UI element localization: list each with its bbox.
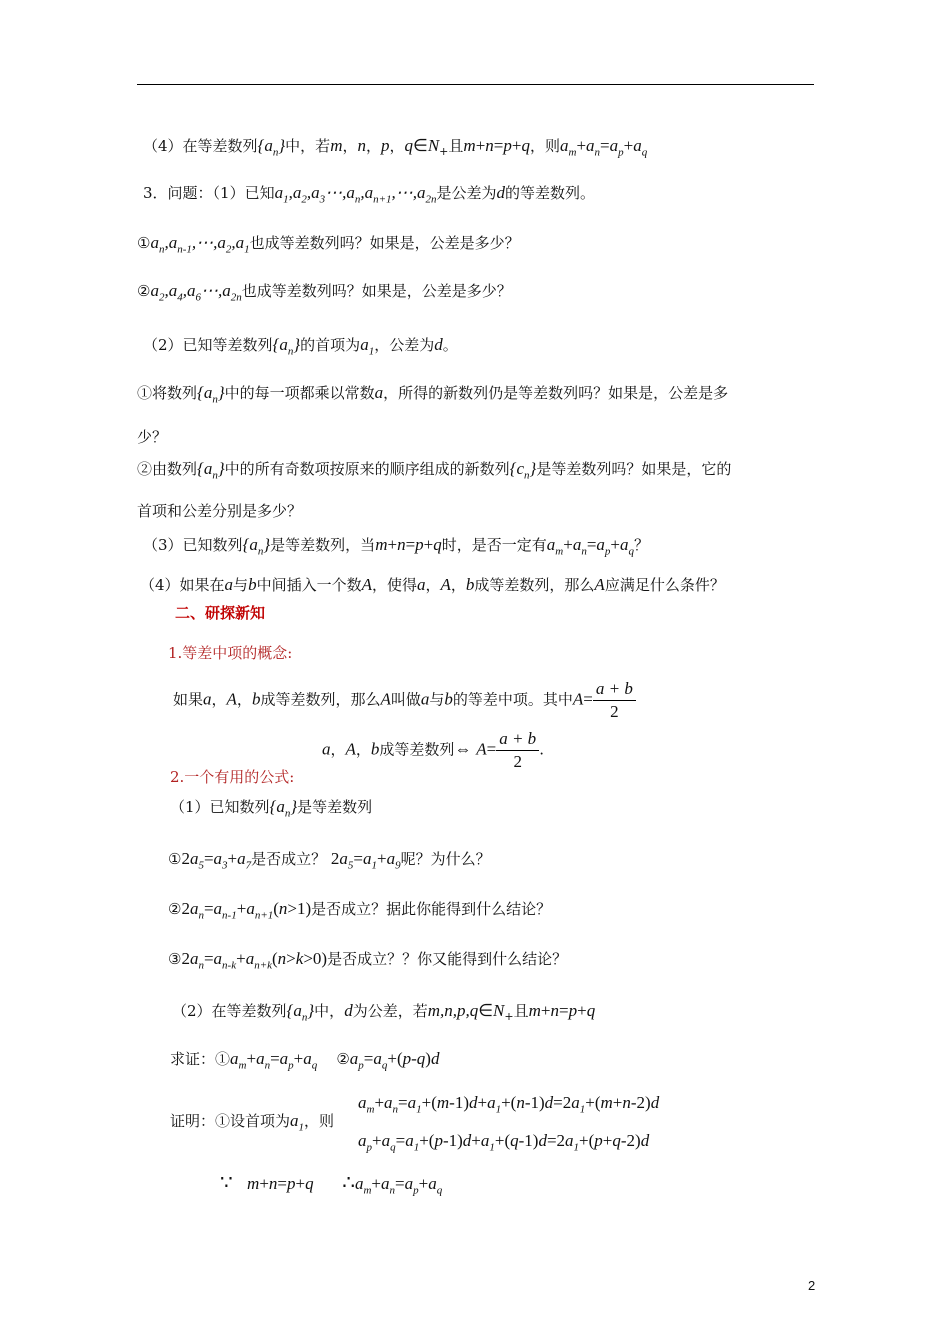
text-line-7a: ②由数列$\{a_n\}$中的所有奇数项按原来的顺序组成的新数列$\{c_n\}$是等差数列吗？如果是，它的 bbox=[137, 459, 732, 482]
text-mean-equiv: a，A，b成等差数列⇔ A= $\frac{a + b}{2}$ . bbox=[322, 729, 544, 771]
text-mean-def: 如果a，A，b成等差数列，那么A叫做a与b的等差中项。其中A= $\frac{a + b}{2}$ bbox=[173, 678, 636, 723]
text-proof-label: 证明：①设首项为$a_1$，则 bbox=[170, 1111, 335, 1134]
text-formula-1: （1）已知数列$\{a_n\}$是等差数列 bbox=[170, 797, 373, 820]
subsection-1-title: 1.等差中项的概念: bbox=[168, 644, 293, 662]
text-line-2: 3．问题：（1）已知$a_1,a_2,a_3\cdots,a_n,a_{n+1},\cdots,a_{2n}$是公差为d的等差数列。 bbox=[143, 183, 596, 206]
text-line-6a: ①将数列$\{a_n\}$中的每一项都乘以常数a，所得的新数列仍是等差数列吗？如果是，公差是多 bbox=[137, 383, 729, 406]
text-proof-eq-2: $a_p+a_q=a_1+(p-1)d+a_1+(q-1)d=2a_1+(p+q-2)d$ bbox=[358, 1131, 650, 1154]
text-formula-3: $②2a_n=a_{n-1}+a_{n+1}(n>1)$是否成立？据此你能得到什么结论？ bbox=[168, 899, 552, 922]
header-rule bbox=[137, 84, 814, 85]
text-line-7b: 首项和公差分别是多少？ bbox=[137, 502, 303, 520]
text-formula-4: $③2a_n=a_{n-k}+a_{n+k}(n>k>0)$是否成立？？你又能得到什么结论？ bbox=[168, 949, 568, 972]
text-line-4: $②a_2,a_4,a_6\cdots,a_{2n}$也成等差数列吗？如果是，公差是多少？ bbox=[137, 281, 512, 304]
text-formula-5: （2）在等差数列$\{a_n\}$中，d为公差，若$m,n,p,q\in N_+$且m+n=p+q bbox=[172, 1001, 596, 1024]
text-proof-conclusion: ∵ m+n=p+q $\therefore a_m+a_n=a_p+a_q$ bbox=[220, 1172, 443, 1197]
text-line-8: （3）已知数列$\{a_n\}$是等差数列，当m+n=p+q时，是否一定有$a_m+a_n=a_p+a_q$？ bbox=[143, 535, 650, 558]
text-line-1: （4）在等差数列$\{a_n\}$中，若m，n，p，$q\in N_+$且m+n=p+q，则$a_m+a_n=a_p+a_q$ bbox=[143, 136, 648, 159]
text-line-6b: 少？ bbox=[137, 428, 168, 446]
page-number: 2 bbox=[808, 1278, 816, 1293]
text-line-9: （4）如果在a与b中间插入一个数A，使得a，A，b成等差数列，那么A应满足什么条件？ bbox=[140, 575, 725, 594]
section-heading: 二、研探新知 bbox=[175, 604, 266, 622]
text-line-5: （2）已知等差数列$\{a_n\}$的首项为$a_1$，公差为d。 bbox=[143, 335, 458, 358]
text-line-3: $①a_n,a_{n-1},\cdots,a_2,a_1$也成等差数列吗？如果是，公差是多少？ bbox=[137, 233, 520, 256]
text-proof-eq-1: $a_m+a_n=a_1+(m-1)d+a_1+(n-1)d=2a_1+(m+n-2)d$ bbox=[358, 1093, 660, 1116]
text-formula-2: $①2a_5=a_3+a_7$是否成立？ $2a_5=a_1+a_9$呢？为什么？ bbox=[168, 849, 491, 872]
text-prove: 求证：$①a_m+a_n=a_p+a_q$ $②a_p=a_q+(p-q)d$ bbox=[170, 1049, 440, 1072]
subsection-2-title: 2.一个有用的公式: bbox=[170, 768, 295, 786]
